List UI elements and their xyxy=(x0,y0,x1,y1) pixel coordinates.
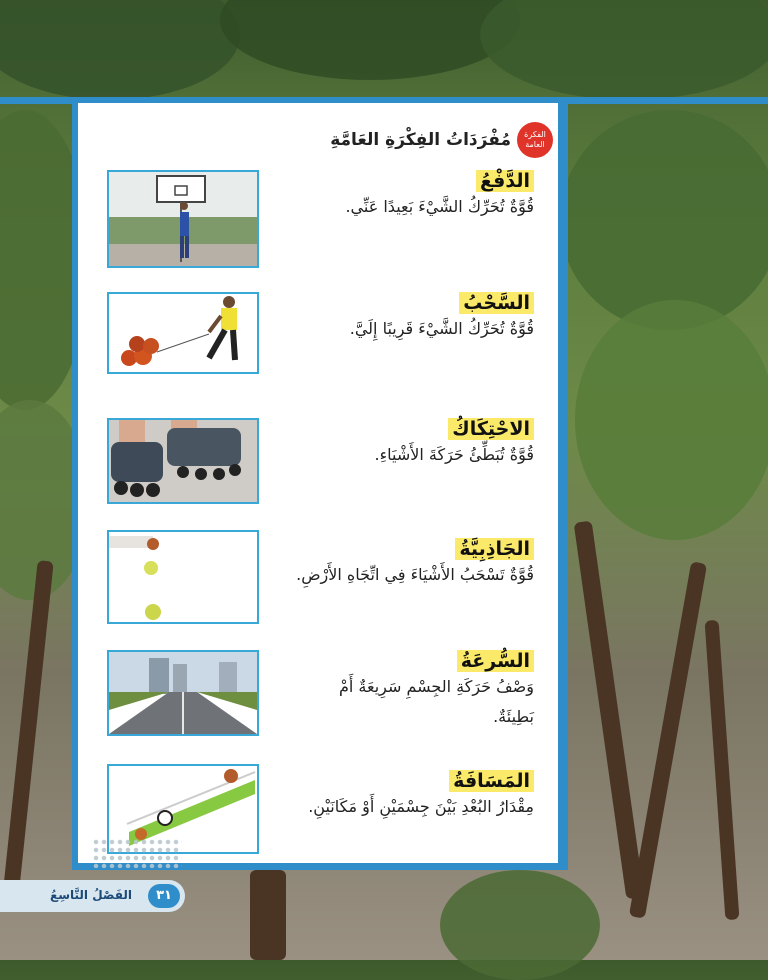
term-word: الدَّفْعُ xyxy=(476,170,534,192)
term-speed xyxy=(294,650,534,732)
term-friction xyxy=(294,418,534,470)
basketball-player-illustration xyxy=(109,172,257,266)
term-word: الجَاذِبِيَّةُ xyxy=(455,538,534,560)
term-word: المَسَافَةُ xyxy=(449,770,534,792)
decorative-dots xyxy=(92,838,182,868)
chapter-label: الفَصْلُ التَّاسِعُ xyxy=(50,888,132,902)
term-definition: مِقْدَارُ البُعْدِ بَيْنَ جِسْمَيْنِ أَوْ مَكَانَيْنِ. xyxy=(308,797,534,816)
pull-photo xyxy=(107,292,259,374)
term-definition: قُوَّةٌ تُبَطِّئُ حَرَكَةَ الأَشْيَاءِ. xyxy=(374,445,534,464)
term-definition: وَصْفُ حَرَكَةِ الجِسْمِ سَرِيعَةٌ أَمْ بَطِيئَةٌ. xyxy=(338,677,534,726)
term-definition: قُوَّةٌ تُحَرِّكُ الشَّيْءَ قَرِيبًا إِلَيَّ. xyxy=(349,319,534,338)
push-photo xyxy=(107,170,259,268)
friction-photo xyxy=(107,418,259,504)
rollerblades-illustration xyxy=(109,420,257,502)
term-word: السَّحْبُ xyxy=(459,292,534,314)
term-word: الاحْتِكَاكُ xyxy=(448,418,534,440)
term-word: السُّرعَةُ xyxy=(457,650,534,672)
big-idea-badge: الفكرة العامة xyxy=(517,122,553,158)
falling-balls-illustration xyxy=(109,532,257,622)
term-definition: قُوَّةٌ تَسْحَبُ الأَشْيَاءَ فِي اتِّجَاهِ الأَرْضِ. xyxy=(296,565,534,584)
section-title: مُفْرَدَاتُ الفِكْرَةِ العَامَّةِ xyxy=(330,130,511,150)
boy-pulling-balls-illustration xyxy=(109,294,257,372)
gravity-photo xyxy=(107,530,259,624)
term-push xyxy=(294,170,534,222)
highway-illustration xyxy=(109,652,257,734)
term-distance xyxy=(294,770,534,822)
term-definition: قُوَّةٌ تُحَرِّكُ الشَّيْءَ بَعِيدًا عَنِّي. xyxy=(345,197,534,216)
term-pull xyxy=(294,292,534,344)
section-header xyxy=(330,122,553,158)
speed-photo xyxy=(107,650,259,736)
term-gravity xyxy=(294,538,534,590)
page-number: ٣١ xyxy=(148,884,180,908)
